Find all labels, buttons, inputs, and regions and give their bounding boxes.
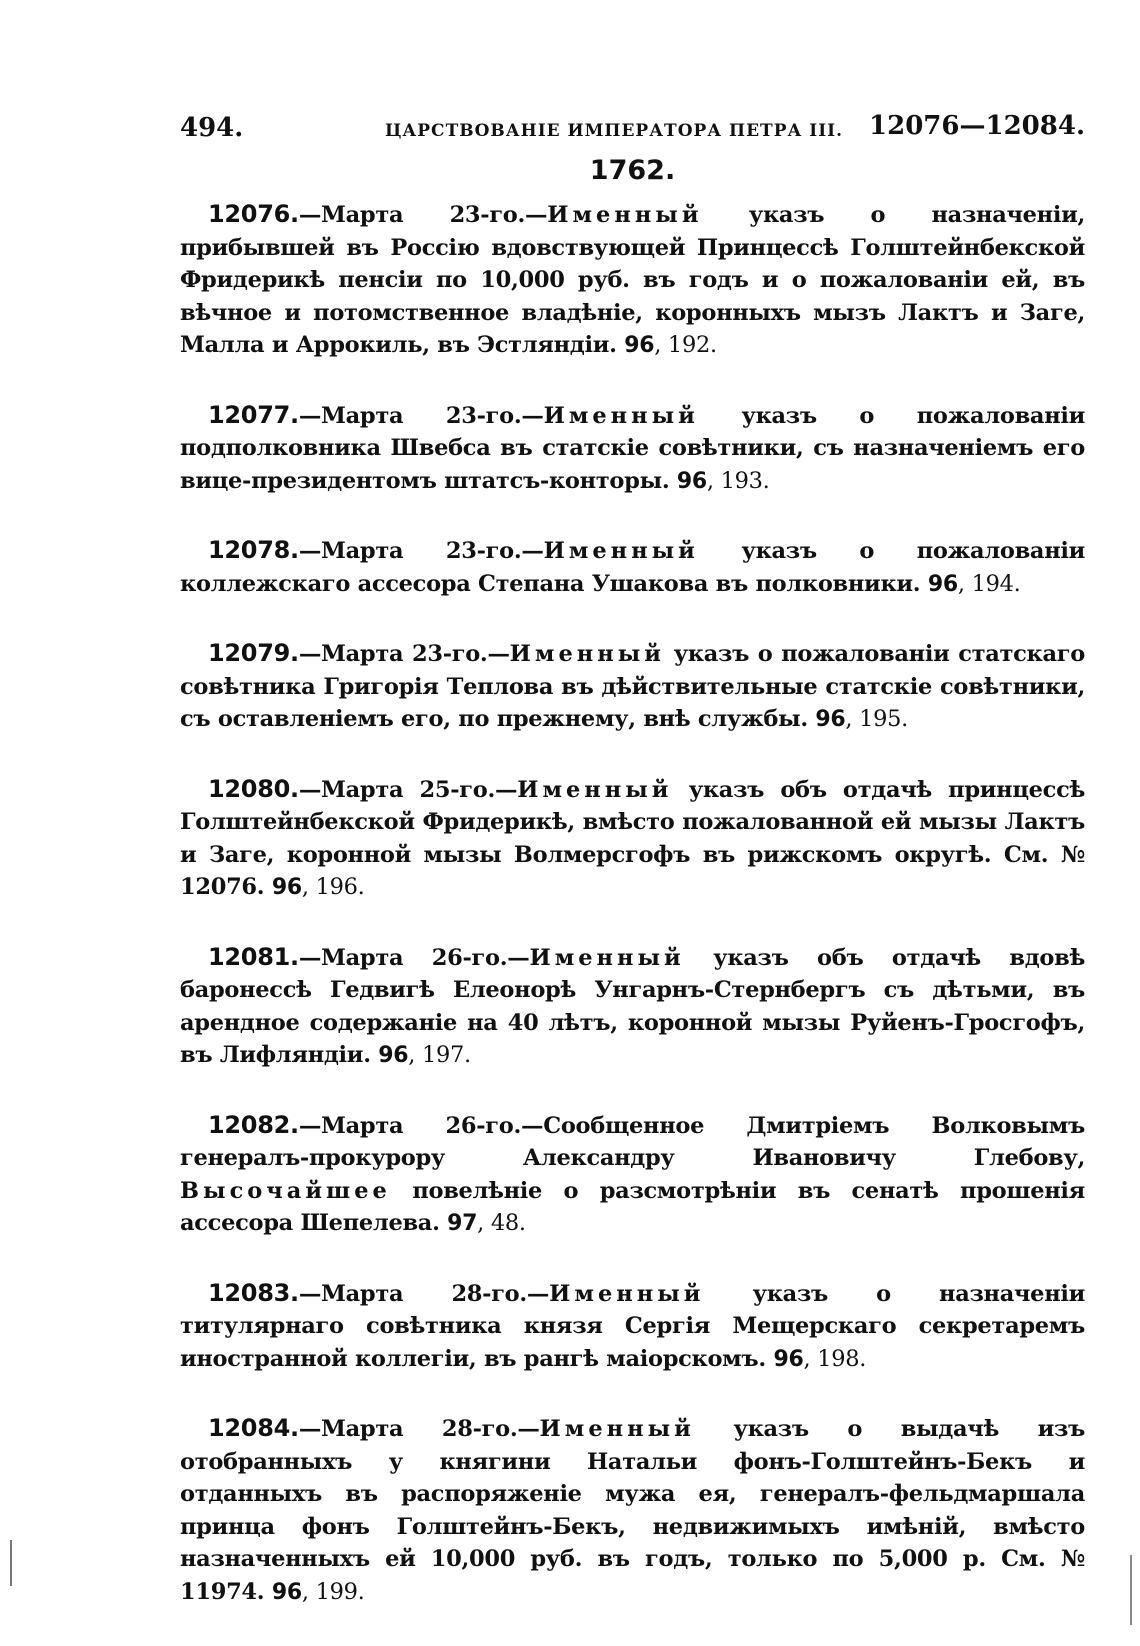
- entry: [180, 198, 1085, 363]
- entry-kind: Именный: [543, 402, 699, 429]
- entry: [180, 1412, 1085, 1609]
- entry: [180, 637, 1085, 737]
- entry-text: указъ объ отдачѣ вдовѣ баронессѣ Гедвигѣ Елеонорѣ Унгарнъ-Стернбергъ съ дѣтьми, въ арендное содержаніе на 40 лѣтъ, коронной мызы Руйенъ-Гросгофъ, въ Лифляндіи.: [180, 944, 1085, 1068]
- entry-volume: 96: [271, 875, 302, 900]
- entry-number: 12078.: [208, 536, 299, 564]
- entry-kind: Именный: [517, 776, 673, 803]
- entry-volume: 96: [271, 1579, 302, 1605]
- entry-date: —Марта 23-го.—: [298, 538, 544, 564]
- entry: [180, 399, 1085, 499]
- entry-text: указъ о назначеніи, прибывшей въ Россію вдовствующей Принцессѣ Голштейнбекской Фридерикѣ пенсіи по 10,000 руб. въ годъ и о пожалованіи ей, въ вѣчное и потомственное владѣніе, коронныхъ мызъ Лактъ и Заге, Малла и Аррокиль, въ Эстляндіи.: [180, 202, 1085, 358]
- entry-volume: 96: [773, 1346, 804, 1372]
- page-number: 494.: [180, 113, 244, 143]
- entry-number-range: 12076—12084.: [869, 111, 1085, 141]
- entry-page: , 48.: [477, 1210, 526, 1236]
- entry-text: указъ о пожалованіи коллежскаго ассесора Степана Ушакова въ полковники.: [180, 538, 1086, 597]
- entry-page: , 199.: [301, 1578, 365, 1605]
- entry: [180, 1277, 1085, 1377]
- entry-text-before: Сообщенное Дмитріемъ Волковымъ генералъ-прокурору Александру Ивановичу Глебову,: [180, 1112, 1085, 1171]
- entry-kind: Высочайшее: [180, 1177, 391, 1204]
- entry-date: —Марта 28-го.—: [298, 1280, 550, 1307]
- running-title: ЦАРСТВОВАНІЕ ИМПЕРАТОРА ПЕТРА III.: [385, 121, 844, 141]
- entry-text: указъ объ отдачѣ принцессѣ Голштейнбекской Фридерикѣ, вмѣсто пожалованной ей мызы Лактъ и Заге, коронной мызы Волмерсгофъ въ рижскомъ округѣ. См. № 12076.: [180, 776, 1085, 900]
- entry-page: , 194.: [957, 570, 1021, 597]
- scan-edge-mark-right: [1130, 1555, 1132, 1625]
- page-header: [180, 105, 1085, 145]
- document-page: [180, 105, 1085, 1645]
- scan-edge-mark-left: [10, 1540, 12, 1586]
- entry-kind: Именный: [543, 538, 699, 564]
- entry-text: указъ о пожалованіи статскаго совѣтника Григорія Теплова въ дѣйствительные статскіе совѣтники, съ оставленіемъ его, по прежнему, внѣ службы.: [180, 641, 1085, 732]
- entry-page: , 195.: [845, 706, 909, 732]
- entry-kind: Именный: [509, 641, 665, 667]
- entry-page: , 192.: [654, 332, 717, 358]
- entry-text: указъ о выдачѣ изъ отобранныхъ у княгини Натальи фонъ-Голштейнъ-Бекъ и отданныхъ въ распоряженіе мужа ея, генералъ-фельдмаршала принца фонъ Голштейнъ-Бекъ, недвижимыхъ имѣній, вмѣсто назначенныхъ ей 10,000 руб. въ годъ, только по 5,000 р. См. № 11974.: [180, 1416, 1085, 1605]
- entry-page: , 197.: [408, 1042, 471, 1068]
- entry-number: 12076.: [208, 200, 299, 228]
- entry: [180, 773, 1085, 905]
- entry-kind: Именный: [549, 1280, 705, 1307]
- entry-number: 12084.: [208, 1414, 299, 1442]
- entry: [180, 1109, 1085, 1241]
- entry-date: —Марта 23-го.—: [298, 202, 548, 228]
- entry-number: 12077.: [208, 400, 299, 429]
- entry-number: 12079.: [208, 639, 299, 667]
- entry-date: —Марта 28-го.—: [298, 1416, 540, 1442]
- entry-text: указъ о пожалованіи подполковника Швебса въ статскіе совѣтники, съ назначеніемъ его вице-президентомъ штатсъ-конторы.: [180, 402, 1086, 494]
- year-heading: 1762.: [589, 155, 676, 186]
- entry-date: —Марта 25-го.—: [298, 776, 518, 803]
- entry-volume: 97: [447, 1211, 478, 1236]
- entry: [180, 941, 1085, 1073]
- entry-number: 12083.: [208, 1278, 299, 1307]
- entry-volume: 96: [815, 707, 846, 732]
- entry-kind: Именный: [529, 944, 685, 971]
- entry-date: —Марта 26-го.—: [298, 1112, 544, 1139]
- entry-date: —Марта 26-го.—: [298, 944, 530, 971]
- entry-volume: 96: [676, 468, 707, 494]
- entry-kind: Именный: [547, 202, 703, 228]
- entry-volume: 96: [378, 1043, 409, 1068]
- entry-page: , 198.: [803, 1345, 867, 1372]
- entry-date: —Марта 23-го.—: [298, 641, 510, 667]
- entry-number: 12081.: [208, 942, 299, 971]
- entry-number: 12082.: [208, 1110, 299, 1139]
- entry-number: 12080.: [208, 774, 299, 803]
- entry-volume: 96: [927, 571, 958, 597]
- entry-volume: 96: [624, 333, 655, 358]
- entry-page: , 193.: [706, 467, 770, 494]
- entry-date: —Марта 23-го.—: [298, 402, 544, 429]
- entry-text: повелѣніе о разсмотрѣніи въ сенатѣ прошенія ассесора Шепелева.: [180, 1177, 1085, 1236]
- entry: [180, 534, 1085, 601]
- entry-page: , 196.: [301, 874, 365, 900]
- entry-text: указъ о назначеніи титулярнаго совѣтника князя Сергія Мещерскаго секретаремъ иностранной коллегіи, въ рангѣ маіорскомъ.: [180, 1280, 1085, 1372]
- entry-kind: Именный: [539, 1416, 695, 1442]
